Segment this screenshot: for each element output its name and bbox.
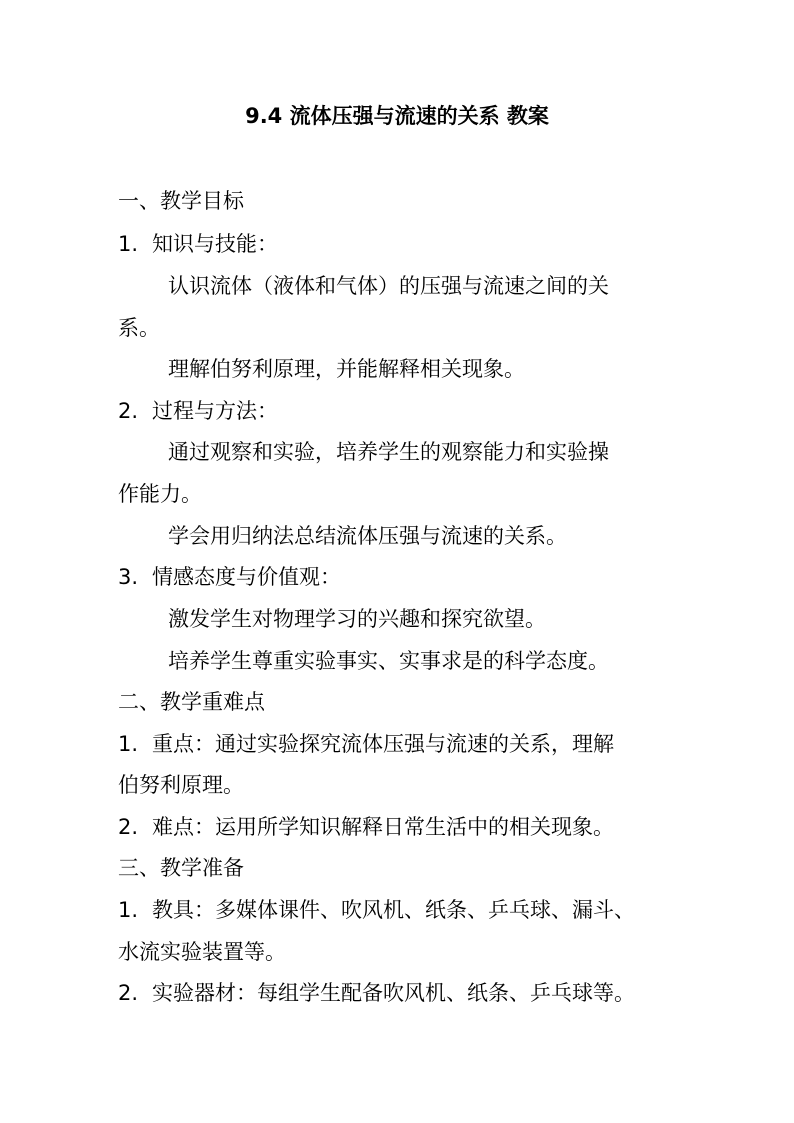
paragraph-line: 认识流体（液体和气体）的压强与流速之间的关 (168, 274, 609, 298)
paragraph-line: 理解伯努利原理，并能解释相关现象。 (168, 357, 525, 381)
paragraph-line: 伯努利原理。 (118, 773, 244, 797)
item-text: 教具：多媒体课件、吹风机、纸条、乒乓球、漏斗、 (152, 898, 635, 922)
item-text: 难点：运用所学知识解释日常生活中的相关现象。 (152, 815, 614, 839)
paragraph-line: 通过观察和实验，培养学生的观察能力和实验操 (168, 440, 609, 464)
objective-item-3-heading (118, 561, 341, 593)
paragraph-line: 水流实验装置等。 (118, 940, 286, 964)
item-label: 知识与技能： (152, 232, 278, 256)
document-title: 9.4 流体压强与流速的关系 教案 (245, 104, 549, 128)
section-heading-preparation: 三、教学准备 (118, 856, 244, 880)
objective-item-1-heading (118, 228, 278, 260)
item-number: 2. (118, 399, 139, 423)
objective-item-2-heading (118, 395, 278, 427)
item-number: 1. (118, 732, 139, 756)
key-point-item-2 (118, 811, 614, 843)
paragraph-line: 系。 (118, 316, 160, 340)
paragraph-line: 培养学生尊重实验事实、实事求是的科学态度。 (168, 649, 609, 673)
section-heading-key-points: 二、教学重难点 (118, 690, 265, 714)
item-number: 3. (118, 565, 139, 589)
item-label: 过程与方法： (152, 399, 278, 423)
item-text: 实验器材：每组学生配备吹风机、纸条、乒乓球等。 (152, 981, 635, 1005)
item-text: 重点：通过实验探究流体压强与流速的关系，理解 (152, 732, 614, 756)
item-number: 1. (118, 898, 139, 922)
item-number: 1. (118, 232, 139, 256)
paragraph-line: 作能力。 (118, 482, 202, 506)
preparation-item-2 (118, 977, 635, 1009)
key-point-item-1 (118, 728, 614, 760)
item-label: 情感态度与价值观： (152, 565, 341, 589)
paragraph-line: 学会用归纳法总结流体压强与流速的关系。 (168, 524, 567, 548)
section-heading-objectives: 一、教学目标 (118, 189, 244, 213)
preparation-item-1 (118, 894, 635, 926)
item-number: 2. (118, 815, 139, 839)
item-number: 2. (118, 981, 139, 1005)
paragraph-line: 激发学生对物理学习的兴趣和探究欲望。 (168, 607, 546, 631)
